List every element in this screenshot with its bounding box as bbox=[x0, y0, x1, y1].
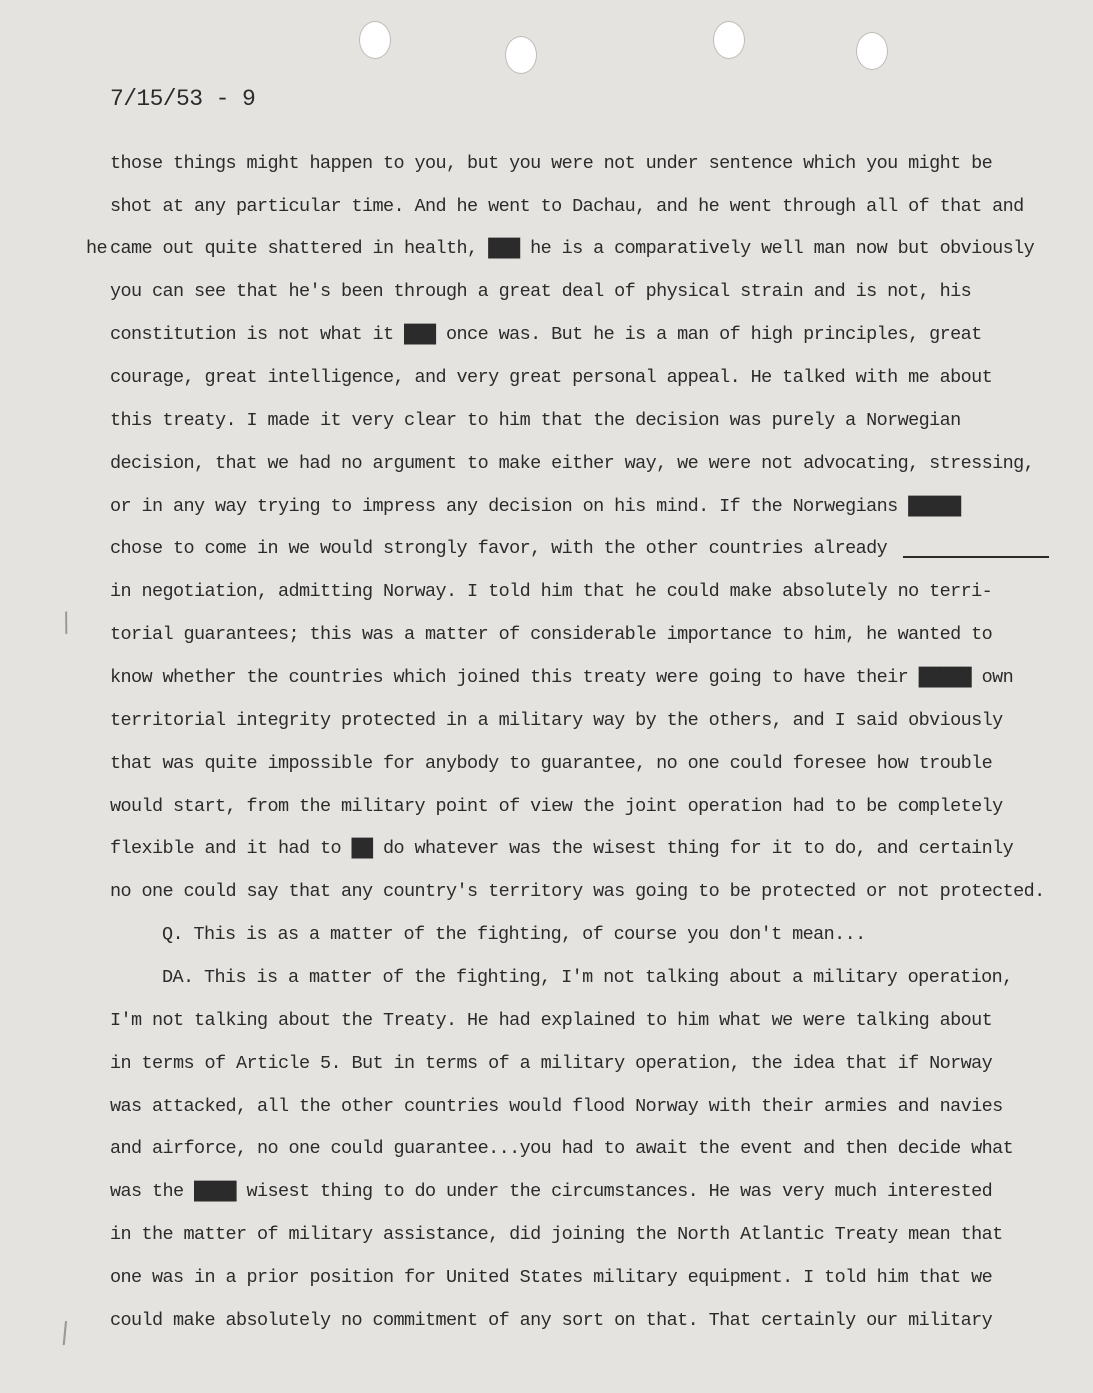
text-line: torial guarantees; this was a matter of considerable importance to him, he wanted to bbox=[110, 624, 993, 645]
text-line: and airforce, no one could guarantee...you had to await the event and then decide what bbox=[110, 1138, 1014, 1159]
punch-hole bbox=[506, 37, 536, 73]
text-line: this treaty. I made it very clear to him that the decision was purely a Norwegian bbox=[110, 410, 961, 431]
text-line: know whether the countries which joined this treaty were going to have their █████ own bbox=[110, 667, 1014, 688]
text-line: in negotiation, admitting Norway. I told him that he could make absolutely no terri- bbox=[110, 581, 993, 602]
text-line: Q. This is as a matter of the fighting, of course you don't mean... bbox=[162, 924, 866, 945]
text-line: was attacked, all the other countries would flood Norway with their armies and navies bbox=[110, 1096, 1003, 1117]
text-line: you can see that he's been through a great deal of physical strain and is not, his bbox=[110, 281, 972, 302]
margin-note: he bbox=[86, 238, 108, 259]
text-line: in terms of Article 5. But in terms of a military operation, the idea that if Norway bbox=[110, 1053, 993, 1074]
text-line: DA. This is a matter of the fighting, I'm not talking about a military operation, bbox=[162, 967, 1013, 988]
text-line: or in any way trying to impress any decision on his mind. If the Norwegians █████ bbox=[110, 496, 961, 517]
punch-hole bbox=[857, 33, 887, 69]
text-line: territorial integrity protected in a military way by the others, and I said obviously bbox=[110, 710, 1003, 731]
pencil-mark: / bbox=[57, 607, 76, 639]
text-line: flexible and it had to ██ do whatever was the wisest thing for it to do, and certainly bbox=[110, 838, 1014, 859]
text-line: came out quite shattered in health, ███ he is a comparatively well man now but obviously bbox=[110, 238, 1035, 259]
text-line: shot at any particular time. And he went to Dachau, and he went through all of that and bbox=[110, 196, 1024, 217]
page-header: 7/15/53 - 9 bbox=[110, 86, 256, 112]
text-line: would start, from the military point of view the joint operation had to be completely bbox=[110, 796, 1003, 817]
punch-hole bbox=[360, 22, 390, 58]
text-line: constitution is not what it ███ once was. But he is a man of high principles, great bbox=[110, 324, 982, 345]
text-line: no one could say that any country's territory was going to be protected or not protected. bbox=[110, 881, 1045, 902]
blank-underline bbox=[903, 556, 1049, 558]
text-line: those things might happen to you, but you were not under sentence which you might be bbox=[110, 153, 993, 174]
text-line: chose to come in we would strongly favor, with the other countries already bbox=[110, 538, 888, 559]
text-line: I'm not talking about the Treaty. He had explained to him what we were talking about bbox=[110, 1010, 993, 1031]
text-line: that was quite impossible for anybody to guarantee, no one could foresee how trouble bbox=[110, 753, 993, 774]
text-line: in the matter of military assistance, did joining the North Atlantic Treaty mean that bbox=[110, 1224, 1003, 1245]
text-line: was the ████ wisest thing to do under the circumstances. He was very much interested bbox=[110, 1181, 993, 1202]
text-line: could make absolutely no commitment of any sort on that. That certainly our military bbox=[110, 1310, 993, 1331]
pencil-mark: / bbox=[56, 1315, 73, 1350]
text-line: decision, that we had no argument to make either way, we were not advocating, stressing, bbox=[110, 453, 1035, 474]
text-line: one was in a prior position for United States military equipment. I told him that we bbox=[110, 1267, 993, 1288]
punch-hole bbox=[714, 22, 744, 58]
text-line: courage, great intelligence, and very great personal appeal. He talked with me about bbox=[110, 367, 993, 388]
